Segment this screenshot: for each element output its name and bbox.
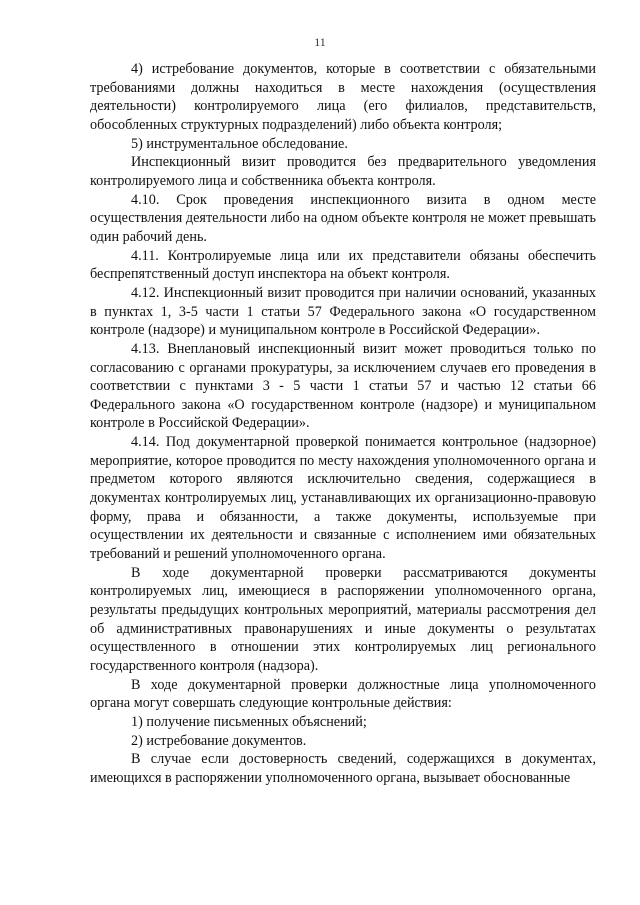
paragraph-4-12: 4.12. Инспекционный визит проводится при наличии оснований, указанных в пунктах 1, 3-5 части 1 статьи 57 Федерального закона «О государственном контроле (надзоре) и муниципальном контроле в Российской Федерации».	[90, 284, 596, 339]
paragraph-control-actions: В ходе документарной проверки должностные лица уполномоченного органа могут совершать следующие контрольные действия:	[90, 676, 596, 712]
paragraph-action-1: 1) получение письменных объяснений;	[131, 713, 367, 730]
paragraph-documents-reviewed: В ходе документарной проверки рассматриваются документы контролируемых лиц, имеющиеся в распоряжении уполномоченного органа, результаты предыдущих контрольных мероприятий, материалы рассмотрения дел об административных правонарушениях и иные документы о результатах осуществленного в отношении этих контролируемых лиц регионального государственного контроля (надзора).	[90, 564, 596, 674]
paragraph-reliability-doubts: В случае если достоверность сведений, содержащихся в документах, имеющихся в распоряжении уполномоченного органа, вызывает обоснованные	[90, 751, 596, 786]
paragraph-4-13: 4.13. Внеплановый инспекционный визит может проводиться только по согласованию с органами прокуратуры, за исключением случаев его проведения в соответствии с пунктами 3 - 5 части 1 статьи 57 и частью 12 статьи 66 Федерального закона «О государственном контроле (надзоре) и муниципальном контроле в Российской Федерации».	[90, 340, 596, 432]
paragraph-item-4-document-request: 4) истребование документов, которые в соответствии с обязательными требованиями должны находиться в месте нахождения (осуществления деятельности) контролируемого лица (его филиалов, представительств, обособленных структурных подразделений) либо объекта контроля;	[90, 61, 596, 133]
paragraph-action-2: 2) истребование документов.	[131, 732, 307, 749]
paragraph-4-10: 4.10. Срок проведения инспекционного визита в одном месте осуществления деятельности либо на одном объекте контроля не может превышать один рабочий день.	[90, 191, 596, 245]
paragraph-no-prior-notice: Инспекционный визит проводится без предварительного уведомления контролируемого лица и собственника объекта контроля.	[90, 154, 596, 189]
paragraph-item-5-instrumental-inspection: 5) инструментальное обследование.	[131, 135, 348, 152]
document-body	[90, 60, 596, 788]
paragraph-4-11: 4.11. Контролируемые лица или их представители обязаны обеспечить беспрепятственный доступ инспектора на объект контроля.	[90, 247, 596, 283]
page-number: 11	[314, 35, 326, 49]
paragraph-4-14: 4.14. Под документарной проверкой понимается контрольное (надзорное) мероприятие, которое проводится по месту нахождения уполномоченного органа и предметом которого являются исключительно сведения, содержащиеся в документах контролируемых лиц, устанавливающих их организационно-правовую форму, права и обязанности, а также документы, используемые при осуществлении их деятельности и связанные с исполнением ими обязательных требований и решений уполномоченного органа.	[90, 434, 596, 563]
